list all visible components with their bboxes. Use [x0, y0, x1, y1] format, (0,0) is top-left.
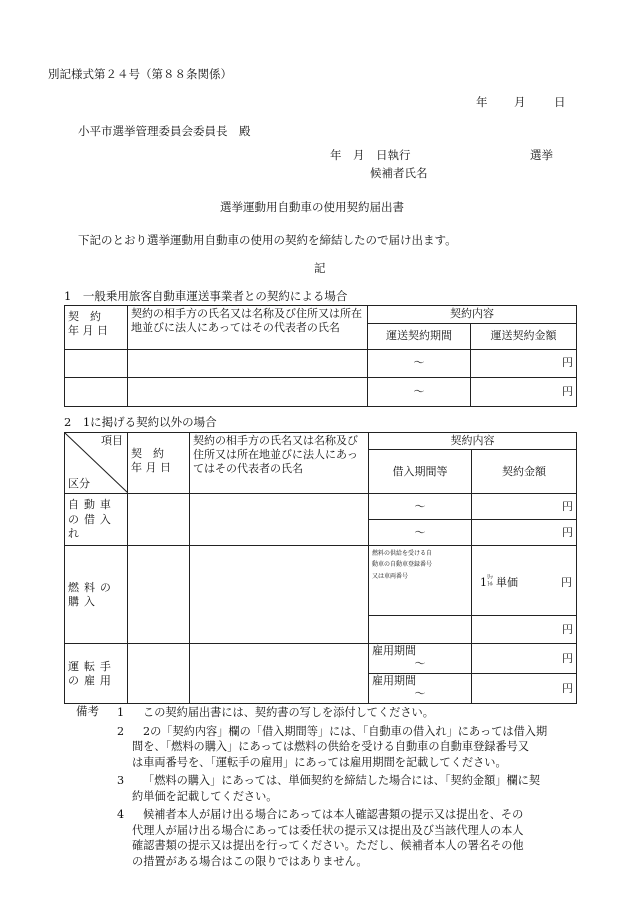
- s2-header-contract: 契約内容: [369, 433, 577, 450]
- s1-party-cell[interactable]: [128, 350, 368, 378]
- section1-table: [64, 305, 577, 407]
- fuel-unit-liter: ﾘｯ ﾄﾙ: [487, 574, 494, 589]
- s2-employment-period-cell[interactable]: [369, 644, 472, 674]
- fuel-unit-prefix: 1: [480, 576, 487, 590]
- date-month: 月: [514, 95, 526, 109]
- note-line: は車両番号を、「運転手の雇用」にあっては雇用期間を記載してください。: [132, 755, 507, 769]
- s1-header-contract: 契約内容: [368, 306, 577, 324]
- note-number: 4: [117, 808, 125, 821]
- section1-heading: 1 一般乗用旅客自動車運送事業者との契約による場合: [64, 289, 348, 303]
- s2-employment-period-cell[interactable]: [369, 674, 472, 704]
- s1-party-cell[interactable]: [128, 378, 368, 407]
- table-row: [65, 644, 577, 674]
- table-row: [65, 378, 577, 407]
- s1-header-amount: 運送契約金額: [471, 324, 577, 350]
- s2-date-cell[interactable]: [128, 494, 190, 546]
- candidate-name-label: 候補者氏名: [370, 166, 428, 180]
- s2-party-cell[interactable]: [190, 644, 369, 704]
- s1-amount-cell[interactable]: 円: [471, 378, 577, 407]
- s2-amount-cell[interactable]: 円: [472, 674, 577, 704]
- employment-tilde: ～: [414, 686, 426, 700]
- s2-header-amount: 契約金額: [472, 450, 577, 494]
- note-line: 確認書類の提示又は提出を行ってください。ただし、候補者本人の署名その他: [132, 839, 524, 852]
- employment-period-label: 雇用期間: [372, 674, 416, 688]
- fuel-reg-note: 燃料の供給を受ける自: [372, 550, 433, 558]
- row-fuel-purchase: 燃料の購入: [65, 546, 128, 644]
- intro-text: 下記のとおり選挙運動用自動車の使用の契約を締結したので届け出ます。: [78, 233, 457, 247]
- row-car-rental: 自動車の借入れ: [65, 494, 128, 546]
- s2-period-cell[interactable]: ～: [369, 494, 472, 520]
- s2-party-cell[interactable]: [190, 494, 369, 546]
- s2-amount-cell[interactable]: 円: [472, 644, 577, 674]
- employment-tilde: ～: [414, 656, 426, 670]
- employment-period-label: 雇用期間: [372, 644, 416, 658]
- note-line: 間を、「燃料の購入」にあっては燃料の供給を受ける自動車の自動車登録番号又: [132, 740, 530, 753]
- s2-corner-category: 区分: [68, 477, 90, 490]
- notes-label: 備考: [76, 704, 99, 718]
- s2-amount-cell[interactable]: 円: [472, 616, 577, 644]
- s2-header-party: 契約の相手方の氏名又は名称及び住所又は所在地並びに法人にあってはその代表者の氏名: [190, 433, 369, 494]
- s2-header-date: 契 約 年 月 日: [128, 433, 190, 494]
- note-number: 1: [117, 706, 125, 719]
- s1-amount-cell[interactable]: 円: [471, 350, 577, 378]
- s2-corner-item: 項目: [101, 434, 123, 447]
- note-number: 3: [117, 774, 125, 787]
- s1-header-period: 運送契約期間: [368, 324, 471, 350]
- s2-date-cell[interactable]: [128, 546, 190, 644]
- date-day: 日: [554, 95, 566, 109]
- s2-fuel-unit-price-cell[interactable]: [472, 546, 577, 616]
- row-driver-employment: 運転手の雇用: [65, 644, 128, 704]
- note-line: 代理人が届け出る場合にあっては委任状の提示又は提出及び当該代理人の本人: [132, 823, 524, 837]
- form-number: 別記様式第２４号（第８８条関係）: [48, 67, 232, 81]
- s2-date-cell[interactable]: [128, 644, 190, 704]
- ki-marker: 記: [314, 261, 326, 275]
- s1-date-cell[interactable]: [65, 378, 128, 407]
- s2-header-period: 借入期間等: [369, 450, 472, 494]
- s2-party-cell[interactable]: [190, 546, 369, 644]
- s1-period-cell[interactable]: ～: [368, 350, 471, 378]
- s2-amount-cell[interactable]: 円: [472, 520, 577, 546]
- table-row: [65, 546, 577, 616]
- note-line: 候補者本人が届け出る場合にあっては本人確認書類の提示又は提出を、その: [143, 808, 524, 821]
- date-year: 年: [476, 95, 488, 109]
- note-line: 約単価を記載してください。: [132, 789, 278, 803]
- s1-period-cell[interactable]: ～: [368, 378, 471, 407]
- note-line: の措置がある場合はこの限りではありません。: [132, 854, 368, 868]
- section2-heading: 2 1に掲げる契約以外の場合: [64, 415, 217, 429]
- fuel-reg-note: 又は車両番号: [372, 572, 409, 580]
- election-suffix: 選挙: [530, 148, 553, 162]
- election-date: 年 月 日執行: [330, 148, 411, 162]
- s2-corner-cell: [65, 433, 128, 494]
- section2-table: [64, 432, 577, 704]
- s2-fuel-reg-cell[interactable]: [369, 546, 472, 616]
- fuel-yen: 円: [561, 576, 572, 590]
- note-line: この契約届出書には、契約書の写しを添付してください。: [143, 706, 434, 719]
- s1-date-cell[interactable]: [65, 350, 128, 378]
- document-title: 選挙運動用自動車の使用契約届出書: [220, 200, 404, 214]
- addressee: 小平市選挙管理委員会委員長 殿: [78, 124, 251, 138]
- s1-header-party: 契約の相手方の氏名又は名称及び住所又は所在地並びに法人にあってはその代表者の氏名: [128, 306, 368, 350]
- table-row: [65, 350, 577, 378]
- s2-amount-cell[interactable]: 円: [472, 494, 577, 520]
- note-number: 2: [117, 724, 125, 738]
- fuel-reg-note: 動車の自動車登録番号: [372, 561, 433, 569]
- s2-period-cell[interactable]: [369, 616, 472, 644]
- s2-period-cell[interactable]: ～: [369, 520, 472, 546]
- note-line: 「燃料の購入」にあっては、単価契約を締結した場合には、「契約金額」欄に契: [143, 774, 541, 787]
- table-row: [65, 494, 577, 520]
- fuel-unit-price-label: 単価: [496, 576, 518, 590]
- note-line: 2の「契約内容」欄の「借入期間等」には、「自動車の借入れ」にあっては借入期: [143, 724, 548, 738]
- s1-header-date: 契 約 年 月 日: [65, 306, 128, 350]
